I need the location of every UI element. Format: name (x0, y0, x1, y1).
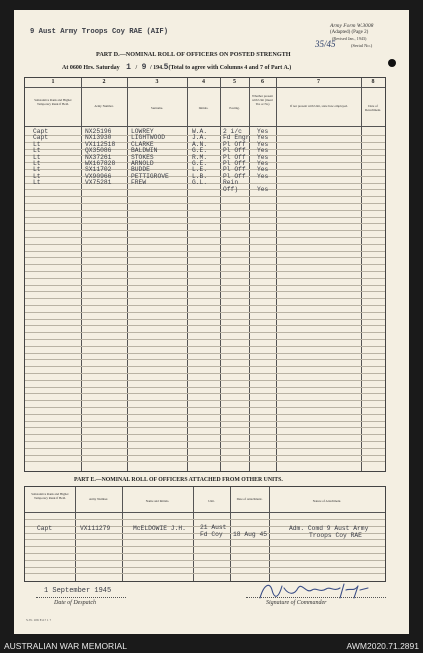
part-e-table (24, 486, 386, 582)
table-row-posting: 2 i/c (223, 128, 242, 135)
column-header-detachment: Date of Detachment. (364, 104, 382, 112)
table-row-initials: L.B. (192, 172, 208, 180)
caption-right: AWM2020.71.2891 (346, 641, 419, 651)
report-day: 1 (126, 63, 131, 72)
table-row-posting: Pl Off (223, 147, 246, 155)
caption-left: AUSTRALIAN WAR MEMORIAL (4, 641, 127, 651)
ruled-line (25, 441, 385, 442)
print-code: S.W. 106 Ed.? 1 ? (26, 618, 52, 622)
ruled-line (25, 414, 385, 415)
ruled-line (25, 251, 385, 252)
table-row-posting: Fd Engr (223, 134, 250, 142)
column-header-present: Whether present with Unit (insert Yes or No) (251, 94, 274, 106)
ruled-line (25, 359, 385, 360)
table-row-number: NX13930 (85, 134, 112, 142)
ruled-line (25, 393, 385, 394)
table-row-date: 18 Aug 45 (233, 531, 268, 538)
column-header-name: Name and Initials. (145, 499, 170, 503)
column-header-date-attachment: Date of Attachment. (236, 497, 263, 501)
despatch-label: Date of Despatch (54, 600, 96, 606)
table-row-present: Yes (257, 140, 269, 148)
ruled-line (25, 291, 385, 292)
report-year-digit: 5 (163, 63, 169, 72)
table-row-posting: Pl Off (223, 172, 246, 180)
table-row-number: NX25196 (85, 128, 112, 135)
table-row-surname: PETTIGROVE (131, 172, 169, 180)
table-row-present: Yes (257, 153, 269, 161)
ruled-line (25, 264, 385, 265)
table-row-rank: Lt (33, 140, 41, 148)
table-row-present: Yes (257, 128, 269, 135)
ruled-line (25, 353, 385, 354)
table-row-rank: Lt (33, 153, 41, 161)
table-row-nature: Troops Coy RAE (309, 532, 362, 539)
column-number: 6 (261, 79, 264, 85)
ruled-line (25, 346, 385, 347)
table-row-initials: A.N. (192, 140, 208, 148)
ruled-line (25, 461, 385, 462)
table-row-rank: Lt (33, 147, 41, 155)
table-row-unit: Fd Coy (200, 531, 223, 538)
table-row-posting: Pl Off (223, 160, 246, 167)
column-number: 4 (202, 79, 205, 85)
table-row-surname: BALDWIN (131, 147, 158, 155)
ruled-line (25, 196, 385, 197)
table-row-unit: 21 Aust (200, 524, 227, 531)
report-year: 194. (153, 65, 164, 71)
column-header-rank: Substantive Rank and Higher Temporary Rank if Held. (34, 98, 72, 106)
punch-hole (388, 59, 396, 67)
table-row-posting: Rein (223, 179, 239, 187)
table-row-surname: LIGHTWOOD (131, 134, 166, 142)
ruled-line (25, 407, 385, 408)
table-row-present: Yes (257, 147, 269, 155)
ruled-line (25, 373, 385, 374)
ruled-line (25, 546, 385, 547)
table-row-surname: CLARKE (131, 140, 154, 148)
ruled-line (25, 427, 385, 428)
table-row-surname: ARNOLD (131, 160, 154, 167)
ruled-line (25, 553, 385, 554)
column-number: 5 (233, 79, 236, 85)
table-row-initials: G.E. (192, 147, 208, 155)
table-row-initials: L.E. (192, 166, 208, 174)
table-row-number: SX11702 (85, 166, 112, 174)
table-row-initials: G.E. (192, 160, 208, 167)
ruled-line (25, 189, 385, 190)
part-e-title: PART E.—NOMINAL ROLL OF OFFICERS ATTACHED FROM OTHER UNITS. (74, 477, 283, 483)
despatch-date: 1 September 1945 (44, 587, 112, 595)
signature-label: Signature of Commander (266, 600, 327, 606)
document-page (14, 10, 409, 634)
ruled-line (25, 244, 385, 245)
ruled-line (25, 325, 385, 326)
ruled-line (25, 312, 385, 313)
table-row-present: Yes (257, 134, 269, 142)
table-row-nature: Adm. Comd 9 Aust Army (289, 525, 369, 532)
table-row-number: VX90966 (85, 172, 112, 180)
table-row-surname: BUDDE (131, 166, 150, 174)
column-header-army-number: Army Number. (94, 104, 114, 108)
ruled-line (25, 298, 385, 299)
table-row-number: VX112518 (85, 140, 116, 148)
table-row-initials: W.A. (192, 128, 208, 135)
table-row-posting: Pl Off (223, 153, 246, 161)
serial-label: (Serial No.) (351, 43, 373, 48)
table-row-initials: R.M. (192, 153, 208, 161)
ruled-line (25, 319, 385, 320)
table-row-rank: Capt (33, 128, 49, 135)
despatch-date-rule (36, 597, 126, 598)
ruled-line (25, 223, 385, 224)
part-d-table (24, 77, 386, 472)
table-row-surname: LOWREY (131, 128, 154, 135)
serial-number: 35/45 (315, 39, 336, 49)
table-row-number: QX35086 (85, 147, 112, 155)
table-row-posting: Pl Off (223, 140, 246, 148)
ruled-line (25, 285, 385, 286)
table-row-initials: G.L. (192, 179, 208, 187)
column-number: 1 (51, 79, 55, 85)
ruled-line (25, 434, 385, 435)
time-line: At 0600 Hrs. Saturday 1 / 9 / 194.5(Total to agree with Columns 4 and 7 of Part A.) (62, 63, 292, 72)
ruled-line (25, 332, 385, 333)
ruled-line (25, 387, 385, 388)
table-row-rank: Lt (33, 160, 41, 167)
column-number: 2 (102, 79, 106, 85)
ruled-line (25, 380, 385, 381)
table-row-number: NX37261 (85, 153, 112, 161)
column-number: 7 (317, 79, 320, 85)
column-header-rank: Substantive Rank and Higher Temporary Rank if Held. (31, 492, 69, 500)
column-header-initials: Initials. (198, 106, 209, 110)
signature-rule (246, 597, 386, 598)
ruled-line (25, 257, 385, 258)
ruled-line (25, 366, 385, 367)
caption-bar (0, 638, 423, 653)
ruled-line (25, 203, 385, 204)
time-prefix: At 0600 Hrs. Saturday (62, 65, 120, 71)
ruled-line (25, 519, 385, 520)
ruled-line (25, 400, 385, 401)
column-header-surname: Surname. (150, 106, 164, 110)
ruled-line (25, 278, 385, 279)
ruled-line (25, 560, 385, 561)
unit-name: 9 Aust Army Troops Coy RAE (AIF) (30, 28, 169, 36)
column-header-posting: Posting. (229, 106, 240, 110)
table-row-rank: Lt (33, 172, 41, 180)
table-row-surname: STOKES (131, 153, 154, 161)
form-number: Army Form W.3008 (330, 23, 374, 29)
ruled-line (25, 237, 385, 238)
table-row-rank: Lt (33, 179, 41, 187)
form-revised: (Revised Jan., 1943) (332, 36, 367, 41)
column-number: 3 (155, 79, 159, 85)
ruled-line (25, 421, 385, 422)
time-suffix: (Total to agree with Columns 4 and 7 of Part A.) (168, 65, 292, 71)
ruled-line (25, 567, 385, 568)
table-row-number: VX75281 (85, 179, 112, 187)
table-row-initials: J.A. (192, 134, 208, 142)
part-d-title: PART D.—NOMINAL ROLL OF OFFICERS ON POSTED STRENGTH (96, 51, 291, 58)
column-header-employment: If not present with Unit, state how employed. (290, 104, 348, 108)
table-row-present: Yes (257, 166, 269, 174)
table-row-posting: Pl Off (223, 166, 246, 174)
column-header-unit: Unit. (208, 499, 215, 503)
table-row-number: WX167828 (85, 160, 116, 167)
table-row-rank: Capt (33, 134, 49, 142)
ruled-line (25, 271, 385, 272)
form-adapted: (Adapted) (Page 2) (330, 30, 369, 35)
report-month: 9 (141, 63, 147, 72)
column-header-nature: Nature of Attachment. (312, 499, 342, 503)
ruled-line (25, 305, 385, 306)
table-row-present: Yes (257, 185, 269, 193)
ruled-line (25, 217, 385, 218)
table-row-rank: Capt (37, 525, 53, 532)
ruled-line (25, 210, 385, 211)
table-row-present: Yes (257, 172, 269, 180)
table-row-name: McELDOWIE J.H. (133, 525, 186, 532)
table-row-rank: Lt (33, 166, 41, 174)
column-header-army-number: Army Number. (88, 497, 109, 501)
table-row-posting: Off) (223, 185, 239, 193)
table-row-surname: FREW (131, 179, 147, 187)
ruled-line (25, 448, 385, 449)
table-row-present: Yes (257, 160, 269, 167)
ruled-line (25, 339, 385, 340)
ruled-line (25, 573, 385, 574)
column-number: 8 (371, 79, 375, 85)
ruled-line (25, 230, 385, 231)
table-row-army-number: VX111279 (80, 525, 111, 532)
ruled-line (25, 455, 385, 456)
